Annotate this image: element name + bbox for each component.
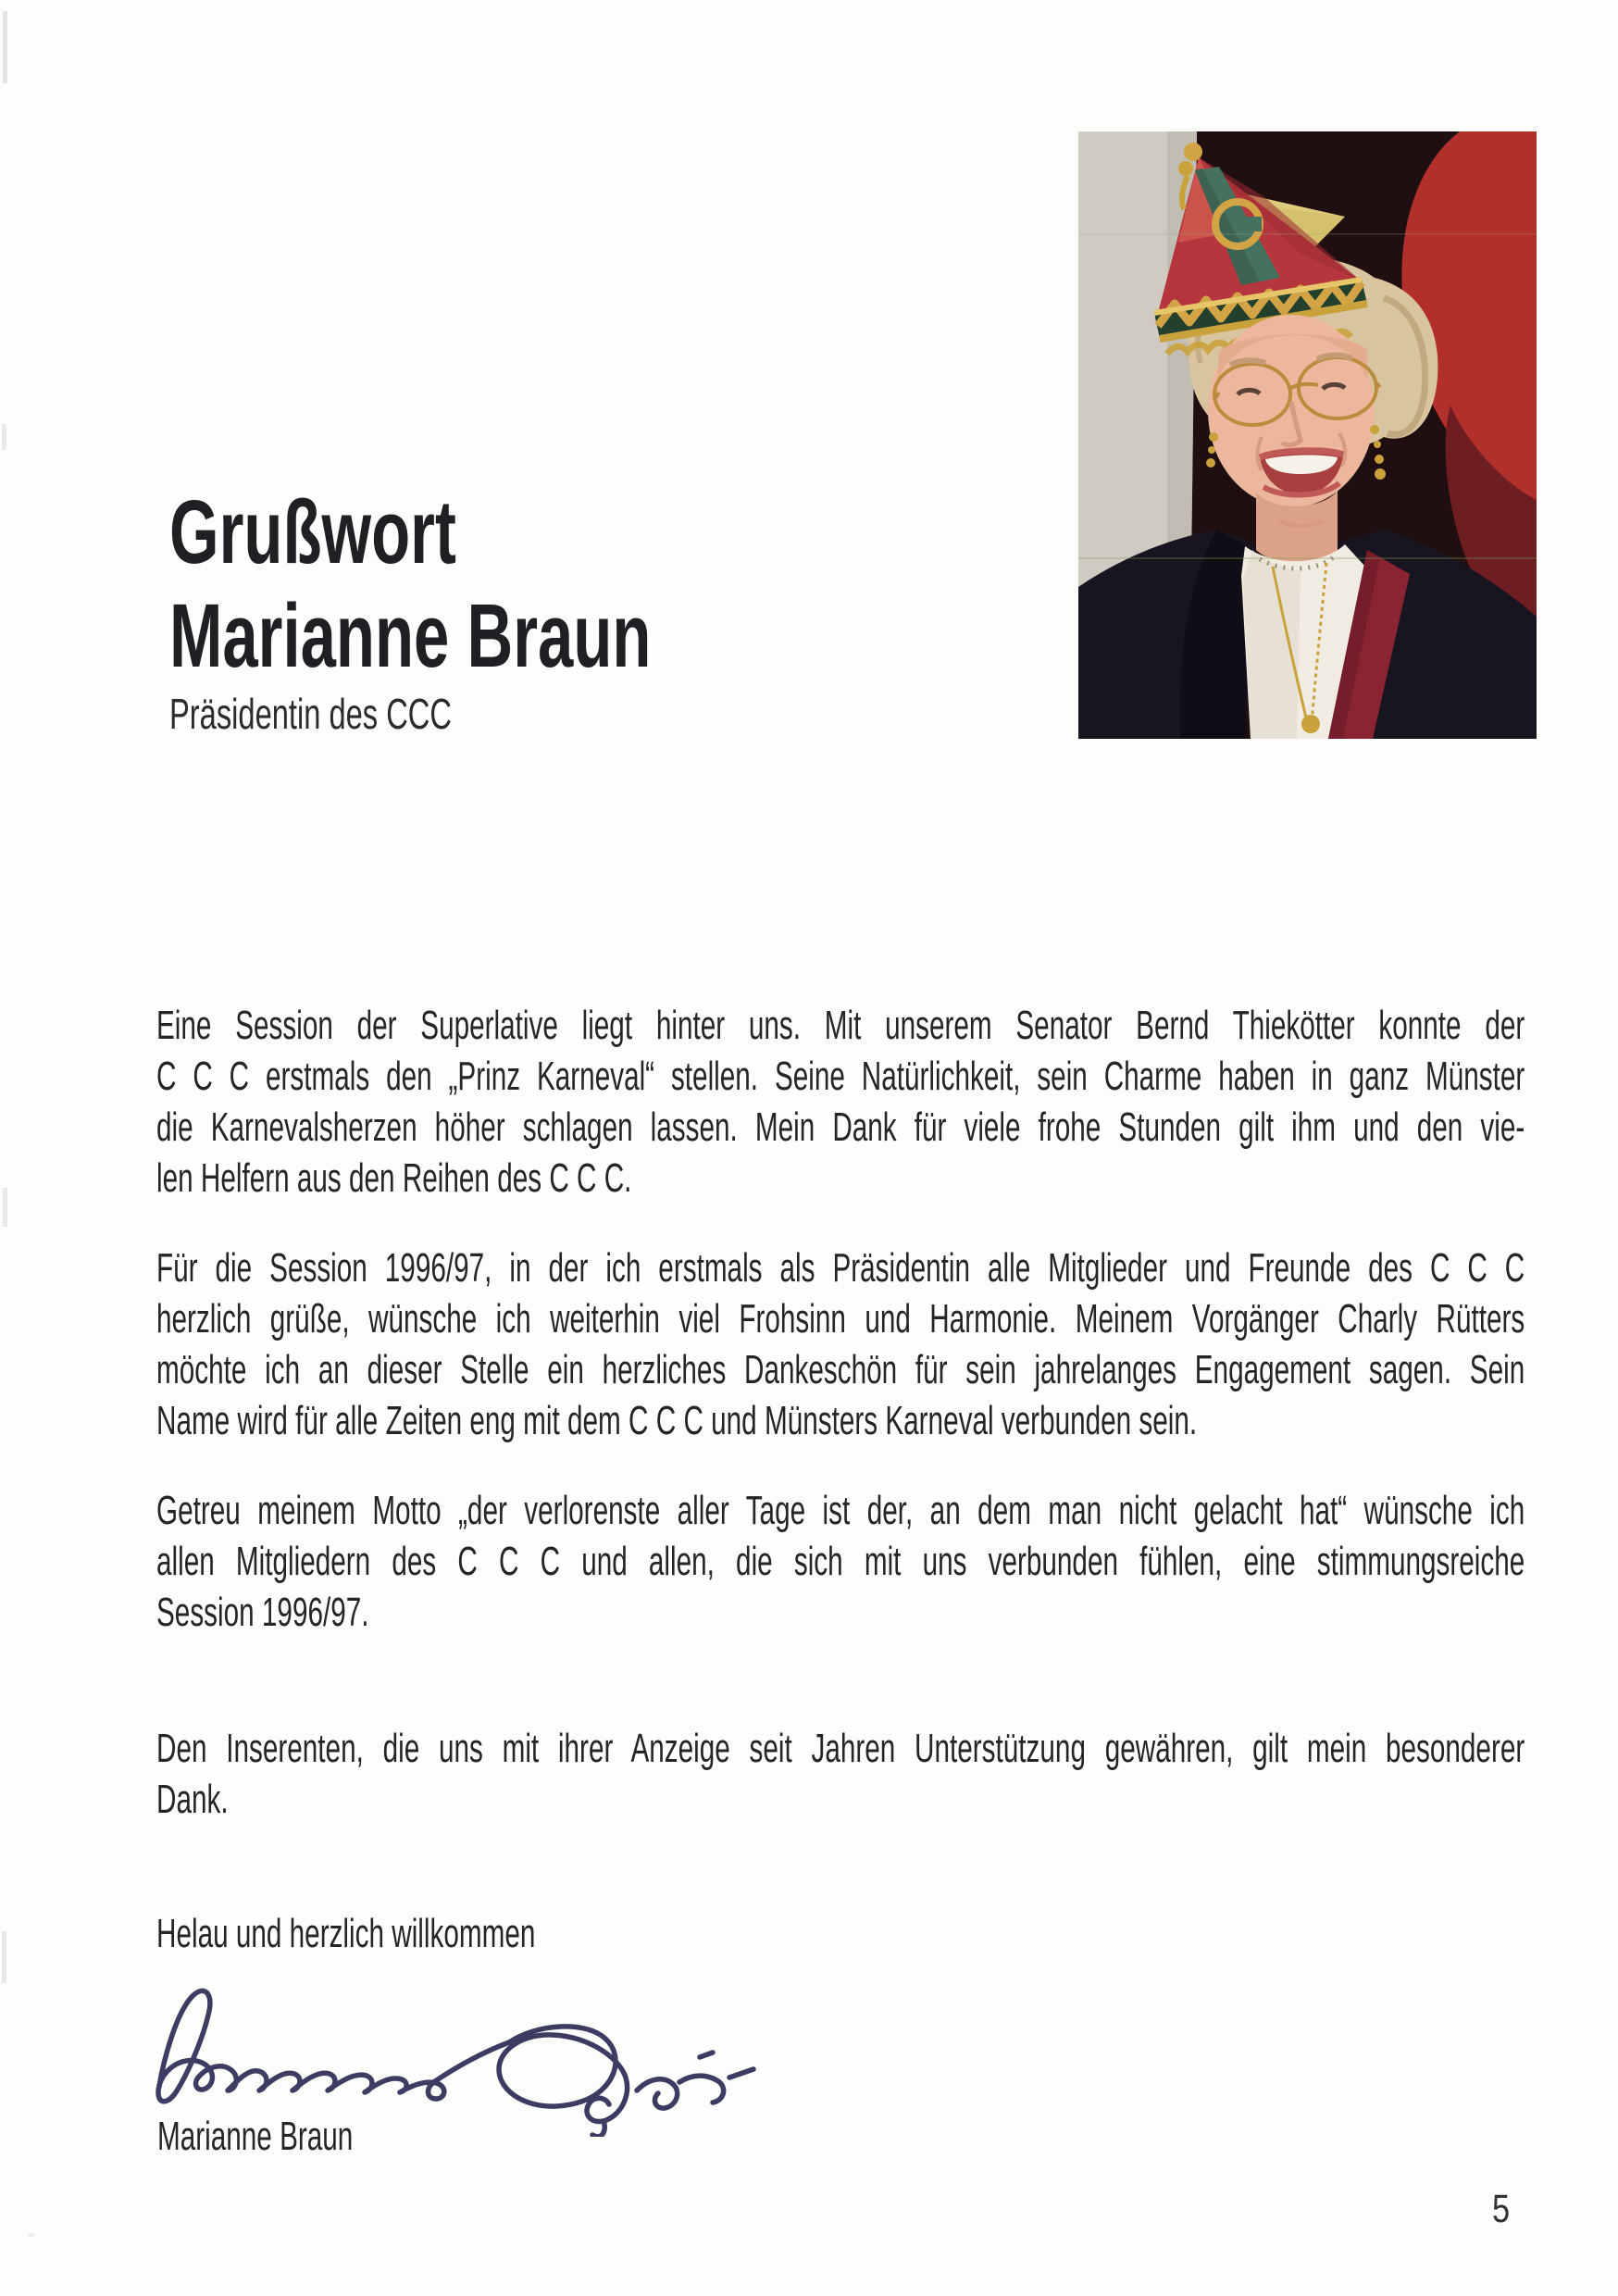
paragraph-line: herzlich grüße, wünsche ich weiterhin viel Frohsinn und Harmonie. Meinem Vorgänger Charly Rütters: [156, 1296, 1525, 1341]
scan-artifact: [3, 11, 7, 83]
paragraph: [156, 1723, 1525, 1825]
scan-artifact: [28, 2233, 34, 2237]
paragraph-line: Name wird für alle Zeiten eng mit dem C C C und Münsters Karneval verbunden sein.: [156, 1398, 1198, 1443]
page-subtitle: Präsidentin des CCC: [169, 690, 452, 738]
paragraph-line: möchte ich an dieser Stelle ein herzliches Dankeschön für sein jahrelanges Engagement sagen. Sein: [156, 1347, 1525, 1392]
paragraph: [156, 1242, 1525, 1446]
paragraph-line: Eine Session der Superlative liegt hinter uns. Mit unserem Senator Bernd Thiekötter konnte der: [156, 1003, 1525, 1048]
scan-artifact: [3, 1188, 7, 1227]
scan-artifact: [2, 1931, 6, 1983]
paragraph-line: len Helfern aus den Reihen des C C C.: [156, 1155, 632, 1201]
signer-name: Marianne Braun: [157, 2114, 354, 2159]
page-title-line2: Marianne Braun: [169, 585, 652, 686]
paragraph-line: Für die Session 1996/97, in der ich erstmals als Präsidentin alle Mitglieder und Freunde des C C C: [156, 1245, 1525, 1291]
portrait-photo: [1078, 131, 1537, 739]
paragraph: [156, 1485, 1525, 1638]
paragraph-line: C C C erstmals den „Prinz Karneval“ stellen. Seine Natürlichkeit, sein Charme haben in ganz Münster: [156, 1054, 1525, 1099]
closing-line: Helau und herzlich willkommen: [156, 1911, 536, 1956]
paragraph-line: Getreu meinem Motto „der verlorenste aller Tage ist der, an dem man nicht gelacht hat“ wünsche ich: [156, 1488, 1525, 1533]
paragraph-line: Dank.: [156, 1777, 229, 1822]
scan-artifact: [2, 424, 6, 450]
page-title-line1: Grußwort: [169, 481, 456, 582]
paragraph-line: die Karnevalsherzen höher schlagen lassen. Mein Dank für viele frohe Stunden gilt ihm und den vie-: [156, 1104, 1525, 1150]
body-text: [156, 1000, 1525, 1959]
paragraph-line: allen Mitgliedern des C C C und allen, die sich mit uns verbunden fühlen, eine stimmungsreiche: [156, 1539, 1525, 1584]
paragraph: [156, 1000, 1525, 1204]
header: [169, 480, 1024, 740]
paragraph-line: Den Inserenten, die uns mit ihrer Anzeige seit Jahren Unterstützung gewähren, gilt mein besonderer: [156, 1726, 1525, 1771]
paragraph-line: Session 1996/97.: [156, 1590, 369, 1635]
page-number: 5: [1492, 2187, 1511, 2231]
